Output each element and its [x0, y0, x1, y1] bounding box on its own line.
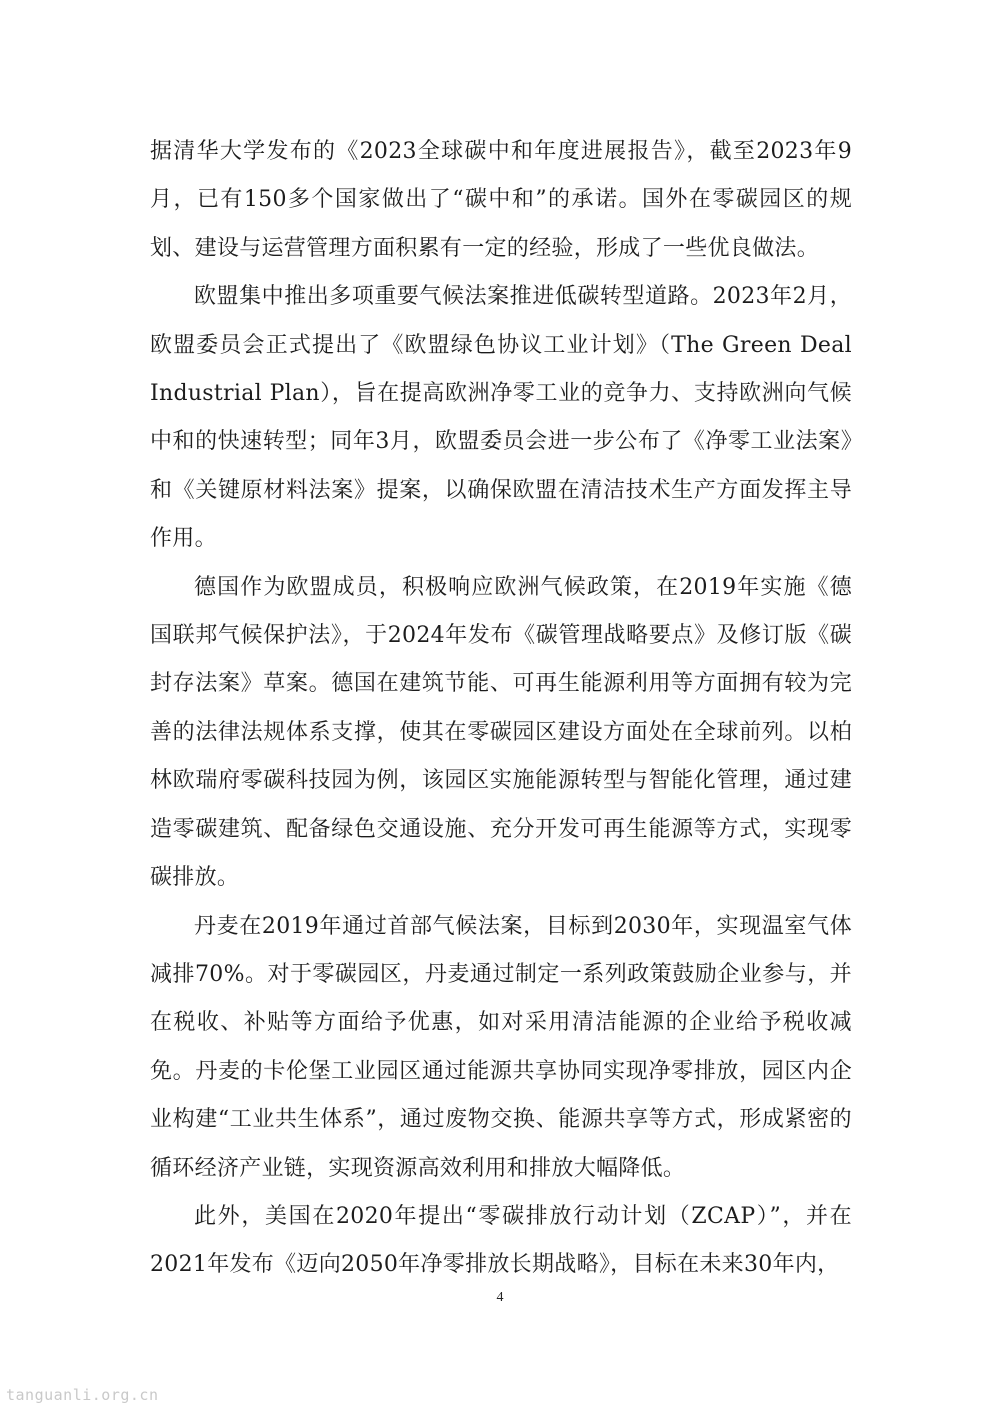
- paragraph-germany: 德国作为欧盟成员，积极响应欧洲气候政策，在2019年实施《德国联邦气候保护法》，于2024年发布《碳管理战略要点》及修订版《碳封存法案》草案。德国在建筑节能、可再生能源利用等方面拥有较为完善的法律法规体系支撑，使其在零碳园区建设方面处在全球前列。以柏林欧瑞府零碳科技园为例，该园区实施能源转型与智能化管理，通过建造零碳建筑、配备绿色交通设施、充分开发可再生能源等方式，实现零碳排放。: [150, 574, 852, 891]
- paragraph-eu-climate-laws: 欧盟集中推出多项重要气候法案推进低碳转型道路。2023年2月，欧盟委员会正式提出了《欧盟绿色协议工业计划》（The Green Deal Industrial Plan），旨在提高欧洲净零工业的竞争力、支持欧洲向气候中和的快速转型；同年3月，欧盟委员会进一步公布了《净零工业法案》和《关键原材料法案》提案，以确保欧盟在清洁技术生产方面发挥主导作用。: [150, 284, 852, 552]
- body-text: [150, 128, 852, 1290]
- paragraph-global-carbon-neutrality: 据清华大学发布的《2023全球碳中和年度进展报告》，截至2023年9月，已有150多个国家做出了“碳中和”的承诺。国外在零碳园区的规划、建设与运营管理方面积累有一定的经验，形成了一些优良做法。: [150, 139, 852, 261]
- page-number: 4: [496, 1290, 504, 1305]
- paragraph-united-states: 此外，美国在2020年提出“零碳排放行动计划（ZCAP）”，并在2021年发布《迈向2050年净零排放长期战略》，目标在未来30年内，: [150, 1203, 852, 1278]
- paragraph-denmark: 丹麦在2019年通过首部气候法案，目标到2030年，实现温室气体减排70%。对于零碳园区，丹麦通过制定一系列政策鼓励企业参与，并在税收、补贴等方面给予优惠，如对采用清洁能源的企业给予税收减免。丹麦的卡伦堡工业园区通过能源共享协同实现净零排放，园区内企业构建“工业共生体系”，通过废物交换、能源共享等方式，形成紧密的循环经济产业链，实现资源高效利用和排放大幅降低。: [150, 913, 852, 1181]
- watermark: tanguanli.org.cn: [6, 1386, 159, 1404]
